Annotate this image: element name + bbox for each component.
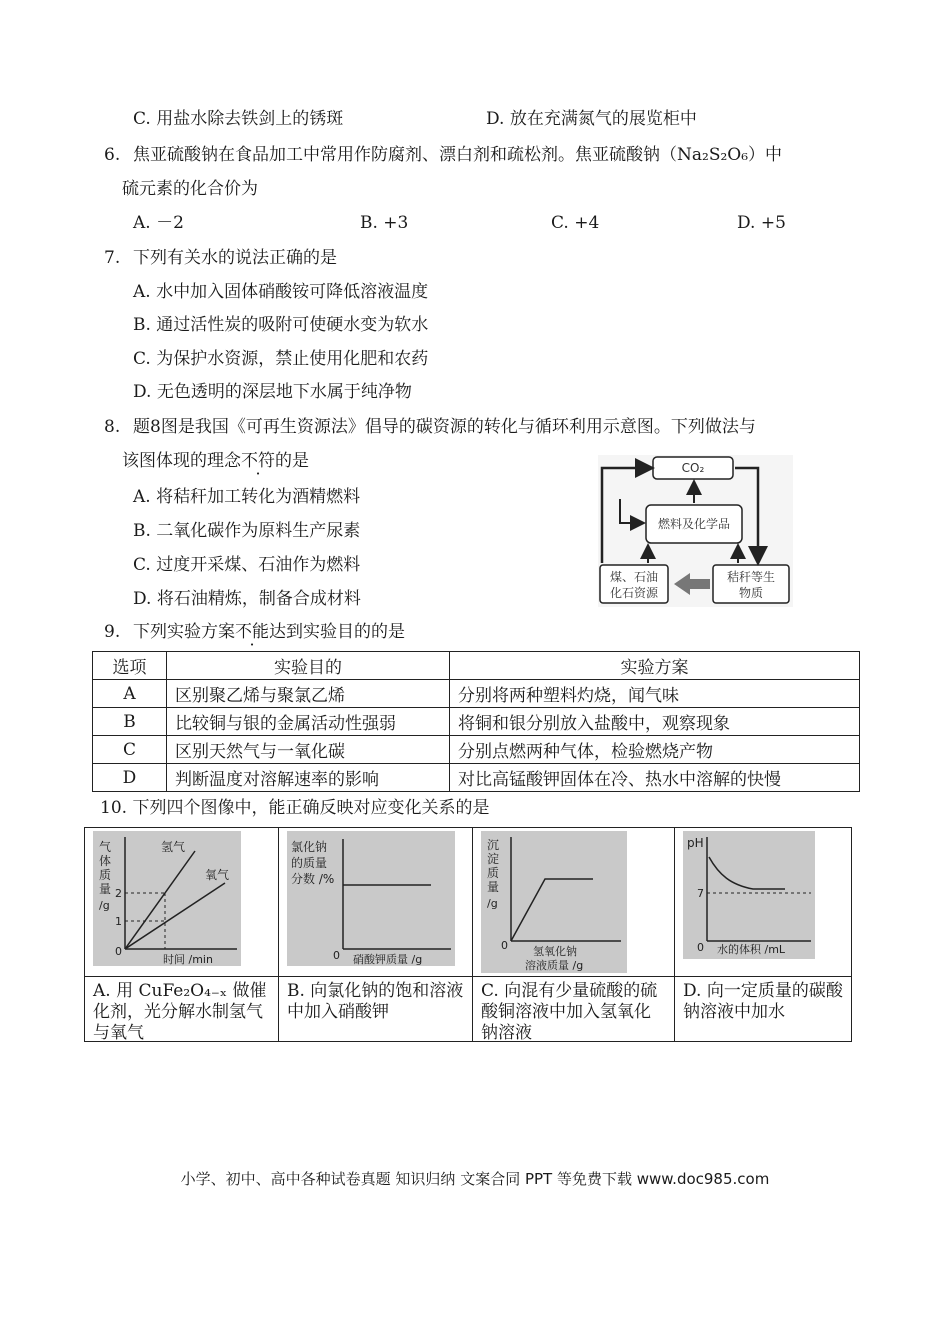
q10-option-a: A. 用 CuFe₂O₄₋ₓ 做催化剂，光分解水制氢气与氧气 bbox=[85, 976, 279, 1041]
graph-c-photo bbox=[481, 831, 627, 973]
q7-option-c: C. 为保护水资源，禁止使用化肥和农药 bbox=[133, 349, 429, 369]
graph-a-photo bbox=[93, 831, 241, 966]
q10-graph-table bbox=[84, 827, 852, 1042]
graph-d-curve bbox=[709, 857, 785, 889]
graph-d-cell bbox=[675, 828, 851, 976]
graph-a-xlabel: 时间 /min bbox=[163, 953, 213, 966]
header-option: 选项 bbox=[93, 652, 167, 680]
q8-stem-line2-pre: 该图体现的理念 bbox=[122, 451, 241, 471]
q8-stem-line2 bbox=[122, 450, 309, 472]
q8-stem-line2-post: 的是 bbox=[275, 451, 309, 471]
q6-stem-line2: 硫元素的化合价为 bbox=[122, 179, 258, 199]
graph-b-cell bbox=[279, 828, 473, 976]
graph-c-xlabel-1: 氢氧化钠 bbox=[533, 945, 577, 958]
graph-c-ylabel-unit: /g bbox=[487, 897, 498, 910]
graph-c-line bbox=[511, 879, 593, 941]
graph-b-photo bbox=[287, 831, 455, 966]
graph-b-ylabel-2: 的质量 bbox=[291, 856, 328, 870]
graph-a-ylabel-4: 量 bbox=[99, 882, 112, 896]
biomass-label-line1: 秸秆等生 bbox=[726, 570, 776, 584]
graph-a-hydrogen-label: 氢气 bbox=[161, 840, 186, 854]
q10-option-d: D. 向一定质量的碳酸钠溶液中加水 bbox=[675, 976, 851, 1041]
q7-option-a: A. 水中加入固体硝酸铵可降低溶液温度 bbox=[133, 282, 429, 302]
q7-stem: 下列有关水的说法正确的是 bbox=[133, 248, 337, 268]
q8-number: 8. bbox=[104, 417, 121, 437]
graph-a-ylabel-1: 气 bbox=[99, 840, 112, 854]
q7-option-d: D. 无色透明的深层地下水属于纯净物 bbox=[133, 382, 412, 402]
q9-stem-post: 达到实验目的的是 bbox=[269, 622, 405, 642]
q8-option-c: C. 过度开采煤、石油作为燃料 bbox=[133, 555, 361, 575]
q8-option-d: D. 将石油精炼，制备合成材料 bbox=[133, 589, 361, 609]
q8-option-a: A. 将秸秆加工转化为酒精燃料 bbox=[133, 487, 361, 507]
graph-c-ylabel-3: 质 bbox=[487, 866, 500, 880]
graph-a-tick-2: 2 bbox=[115, 887, 122, 900]
q5-option-d: D. 放在充满氮气的展览柜中 bbox=[486, 109, 697, 129]
graph-c-origin: 0 bbox=[501, 939, 508, 952]
q10-stem: 10. 下列四个图像中，能正确反映对应变化关系的是 bbox=[100, 798, 490, 818]
graph-c-ylabel-2: 淀 bbox=[487, 852, 500, 866]
table-row bbox=[93, 764, 860, 792]
header-plan: 实验方案 bbox=[450, 652, 860, 680]
q6-number: 6. bbox=[104, 145, 121, 165]
header-purpose: 实验目的 bbox=[167, 652, 450, 680]
graph-d-photo bbox=[683, 831, 815, 959]
graph-b-ylabel-1: 氯化钠 bbox=[291, 840, 328, 854]
row-purpose: 区别聚乙烯与聚氯乙烯 bbox=[167, 680, 450, 708]
page-footer: 小学、初中、高中各种试卷真题 知识归纳 文案合同 PPT 等免费下载 www.doc985.com bbox=[180, 1170, 770, 1188]
co2-label: CO₂ bbox=[681, 461, 705, 475]
q6-option-c: C. +4 bbox=[551, 213, 600, 233]
q8-option-b: B. 二氧化碳作为原料生产尿素 bbox=[133, 521, 361, 541]
q8-stem-emphasis: 不符 bbox=[241, 451, 275, 471]
fuel-label: 燃料及化学品 bbox=[657, 517, 731, 531]
table-header-row bbox=[93, 652, 860, 680]
table-row bbox=[93, 736, 860, 764]
row-plan: 分别将两种塑料灼烧，闻气味 bbox=[450, 680, 860, 708]
graph-d-origin: 0 bbox=[697, 941, 704, 954]
graph-b-xlabel: 硝酸钾质量 /g bbox=[353, 953, 423, 966]
q6-stem-line1: 焦亚硫酸钠在食品加工中常用作防腐剂、漂白剂和疏松剂。焦亚硫酸钠（Na₂S₂O₆）中 bbox=[133, 145, 783, 165]
graph-b-origin: 0 bbox=[333, 949, 340, 962]
biomass-label-line2: 物质 bbox=[738, 586, 764, 600]
q5-option-c: C. 用盐水除去铁剑上的锈斑 bbox=[133, 109, 344, 129]
row-purpose: 判断温度对溶解速率的影响 bbox=[167, 764, 450, 792]
q8-stem-line1: 题8图是我国《可再生资源法》倡导的碳资源的转化与循环利用示意图。下列做法与 bbox=[133, 417, 756, 437]
table-row bbox=[93, 680, 860, 708]
graph-a-ylabel-3: 质 bbox=[99, 868, 112, 882]
graph-c-cell bbox=[473, 828, 675, 976]
q6-option-d: D. +5 bbox=[737, 213, 786, 233]
graph-b-ylabel-3: 分数 /% bbox=[291, 872, 335, 886]
graph-a-ylabel-unit: /g bbox=[99, 899, 110, 912]
graph-c-ylabel-1: 沉 bbox=[487, 838, 500, 852]
q9-stem bbox=[133, 621, 405, 643]
row-plan: 对比高锰酸钾固体在冷、热水中溶解的快慢 bbox=[450, 764, 860, 792]
graph-a-oxygen-label: 氧气 bbox=[205, 868, 230, 882]
graph-a-cell bbox=[85, 828, 279, 976]
graph-d-tick-7: 7 bbox=[697, 887, 704, 900]
row-purpose: 比较铜与银的金属活动性强弱 bbox=[167, 708, 450, 736]
q7-number: 7. bbox=[104, 248, 121, 268]
graph-a-hydrogen-line bbox=[125, 851, 195, 949]
graph-d-xlabel: 水的体积 /mL bbox=[717, 943, 786, 956]
row-option: D bbox=[93, 764, 167, 792]
graph-a-tick-1: 1 bbox=[115, 915, 122, 928]
row-purpose: 区别天然气与一氧化碳 bbox=[167, 736, 450, 764]
q9-stem-emphasis: 不能 bbox=[235, 622, 269, 642]
graph-d-ylabel: pH bbox=[687, 836, 704, 850]
graph-c-xlabel-2: 溶液质量 /g bbox=[525, 959, 584, 972]
q9-stem-pre: 下列实验方案 bbox=[133, 622, 235, 642]
row-option: A bbox=[93, 680, 167, 708]
table-row bbox=[93, 708, 860, 736]
graph-a-origin: 0 bbox=[115, 945, 122, 958]
row-option: B bbox=[93, 708, 167, 736]
row-plan: 分别点燃两种气体，检验燃烧产物 bbox=[450, 736, 860, 764]
row-option: C bbox=[93, 736, 167, 764]
q7-option-b: B. 通过活性炭的吸附可使硬水变为软水 bbox=[133, 315, 429, 335]
q6-option-a: A. －2 bbox=[133, 213, 184, 233]
graph-a-ylabel-2: 体 bbox=[99, 854, 112, 868]
q10-option-b: B. 向氯化钠的饱和溶液中加入硝酸钾 bbox=[279, 976, 473, 1041]
graph-c-ylabel-4: 量 bbox=[487, 880, 500, 894]
q9-table bbox=[92, 651, 860, 792]
fossil-label-line2: 化石资源 bbox=[609, 586, 659, 600]
row-plan: 将铜和银分别放入盐酸中，观察现象 bbox=[450, 708, 860, 736]
q10-option-c: C. 向混有少量硫酸的硫酸铜溶液中加入氢氧化钠溶液 bbox=[473, 976, 675, 1041]
q6-option-b: B. +3 bbox=[360, 213, 409, 233]
fossil-label-line1: 煤、石油 bbox=[609, 570, 659, 584]
q9-number: 9. bbox=[104, 622, 121, 642]
q8-carbon-cycle-diagram bbox=[598, 455, 793, 607]
